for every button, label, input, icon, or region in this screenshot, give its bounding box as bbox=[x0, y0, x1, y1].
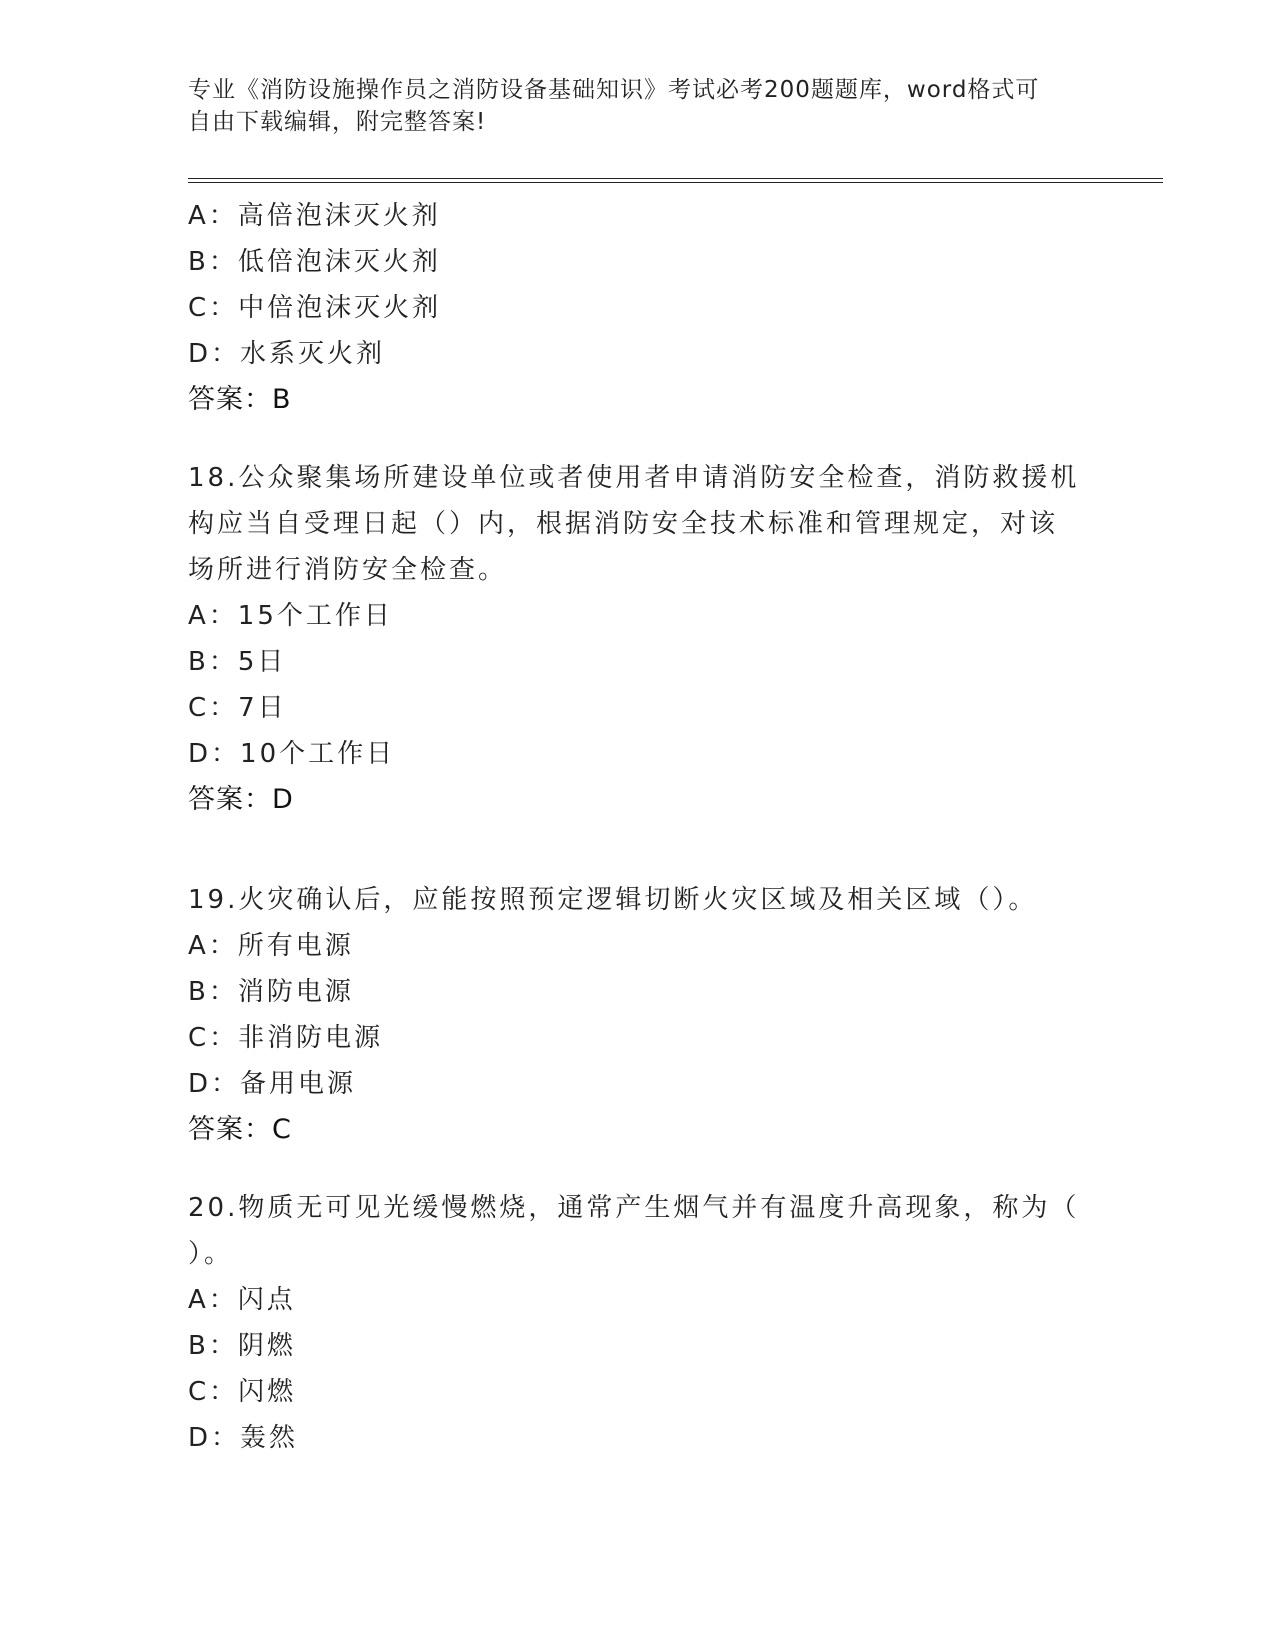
document-header bbox=[188, 74, 1068, 138]
answer: 答案：C bbox=[188, 1114, 292, 1145]
header-line-1: 专业《消防设施操作员之消防设备基础知识》考试必考200题题库，word格式可 bbox=[188, 77, 1040, 103]
option-a: A：高倍泡沫灭火剂 bbox=[188, 201, 441, 231]
option-c: C：闪燃 bbox=[188, 1377, 297, 1407]
option-a: A：所有电源 bbox=[188, 931, 354, 961]
option-d: D：轰然 bbox=[188, 1423, 299, 1453]
option-c: C：中倍泡沫灭火剂 bbox=[188, 293, 442, 323]
question-18 bbox=[188, 455, 1079, 823]
question-stem-line-3: 场所进行消防安全检查。 bbox=[188, 555, 508, 585]
option-b: B：消防电源 bbox=[188, 977, 354, 1007]
question-17 bbox=[188, 193, 441, 423]
question-19 bbox=[188, 877, 1037, 1153]
option-d: D：水系灭火剂 bbox=[188, 339, 386, 369]
question-stem-line-1: 19.火灾确认后，应能按照预定逻辑切断火灾区域及相关区域（）。 bbox=[188, 885, 1038, 915]
answer: 答案：B bbox=[188, 384, 292, 415]
answer: 答案：D bbox=[188, 784, 294, 815]
option-b: B：阴燃 bbox=[188, 1331, 296, 1361]
question-stem-line-1: 18.公众聚集场所建设单位或者使用者申请消防安全检查，消防救援机 bbox=[188, 463, 1080, 493]
option-d: D：10个工作日 bbox=[188, 739, 396, 769]
option-a: A：闪点 bbox=[188, 1285, 296, 1315]
option-c: C：非消防电源 bbox=[188, 1023, 384, 1053]
header-line-2: 自由下载编辑，附完整答案! bbox=[188, 109, 487, 135]
option-c: C：7日 bbox=[188, 693, 287, 723]
option-d: D：备用电源 bbox=[188, 1069, 357, 1099]
option-b: B：低倍泡沫灭火剂 bbox=[188, 247, 441, 277]
header-divider bbox=[188, 178, 1163, 183]
option-b: B：5日 bbox=[188, 647, 287, 677]
question-20 bbox=[188, 1185, 1079, 1461]
question-stem-line-2: ）。 bbox=[188, 1239, 234, 1269]
question-stem-line-2: 构应当自受理日起（）内，根据消防安全技术标准和管理规定，对该 bbox=[188, 509, 1059, 539]
option-a: A：15个工作日 bbox=[188, 601, 393, 631]
question-stem-line-1: 20.物质无可见光缓慢燃烧，通常产生烟气并有温度升高现象，称为（ bbox=[188, 1193, 1080, 1223]
